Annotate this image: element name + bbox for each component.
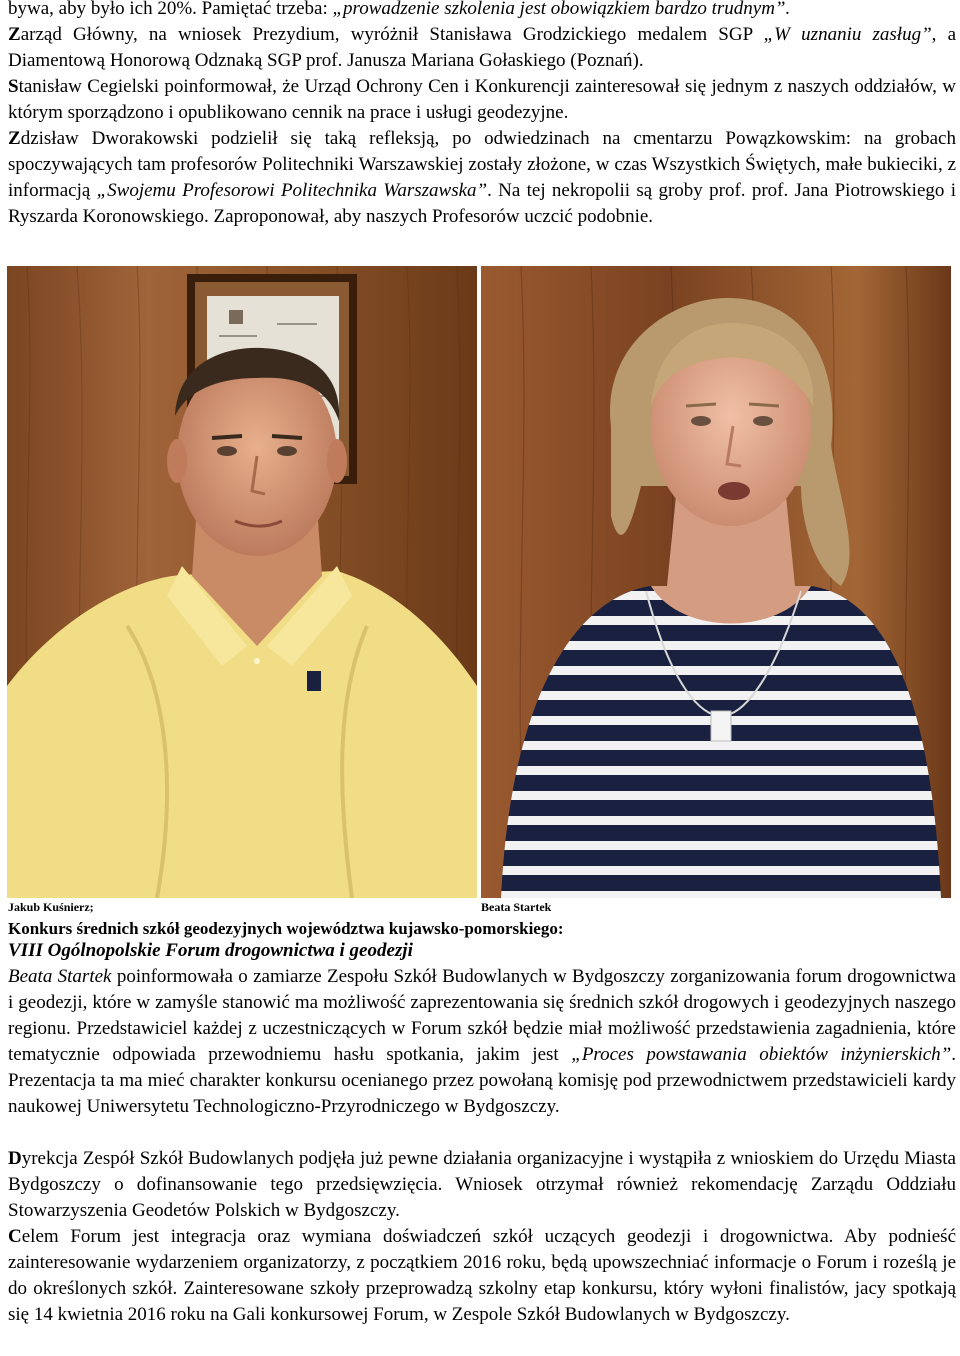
lead-letter: C [8, 1226, 22, 1247]
section-subheading: VIII Ogólnopolskie Forum drogownictwa i geodezji [8, 940, 413, 961]
lead-letter: S [8, 76, 19, 97]
award-quote: „W uznaniu zasług” [763, 24, 932, 45]
paragraph-award [8, 22, 956, 74]
photo-jakub-kusnierz [7, 266, 477, 898]
paragraph-dworakowski [8, 126, 956, 230]
paragraph-cegielski [8, 74, 956, 126]
paragraph-celem [8, 1224, 956, 1328]
portrait-man-illustration [7, 266, 477, 898]
intro-text: bywa, aby było ich 20%. Pamiętać trzeba: [8, 0, 333, 19]
award-text-2: , a Diamentową Honorową Odznaką SGP prof. Janusza Mariana Gołaskiego (Poznań). [8, 24, 957, 71]
lead-letter: Z [8, 128, 21, 149]
cegielski-text: tanisław Cegielski poinformował, że Urząd Ochrony Cen i Konkurencji zainteresował się jednym z naszych oddziałów, w którym sporządzono i opublikowano cennik na prace i usługi geodezyjne. [8, 76, 956, 123]
dworakowski-quote: „Swojemu Profesorowi Politechnika Warszawska” [96, 180, 488, 201]
portrait-woman-illustration [481, 266, 951, 898]
section-heading: Konkurs średnich szkół geodezyjnych województwa kujawsko-pomorskiego: [8, 919, 564, 938]
intro-quote: „prowadzenie szkolenia jest obowiązkiem bardzo trudnym”. [332, 0, 791, 19]
pendant [711, 711, 731, 741]
forum-text-2: . Prezentacja ta ma mieć charakter konkursu ocenianego przez powołaną komisję pod przewodnictwem przedstawicieli kardy naukowej Uniwersytetu Technologiczno-Przyrodniczego w Bydgoszczy. [8, 1044, 956, 1117]
caption-left: Jakub Kuśnierz; [8, 900, 94, 914]
photo-beata-startek [481, 266, 951, 898]
dworakowski-text-2: . Na tej nekropolii są groby prof. prof. Jana Piotrowskiego i Ryszarda Koronowskiego. Zaproponował, aby naszych Profesorów uczcić podobnie. [8, 180, 956, 227]
award-text: arząd Główny, na wniosek Prezydium, wyróżnił Stanisława Grodzickiego medalem SGP [20, 24, 764, 45]
dworakowski-text: dzisław Dworakowski podzielił się taką refleksją, po odwiedzinach na cmentarzu Powązkowskim: na grobach spoczywających tam profesorów Politechniki Warszawskiej zostały złożone, w czas Wszystkich Świętych, małe bukieciki, z informacją [8, 128, 956, 201]
forum-quote: „Proces powstawania obiektów inżynierskich” [571, 1044, 952, 1065]
forum-text: poinformowała o zamiarze Zespołu Szkół Budowlanych w Bydgoszczy zorganizowania forum drogownictwa i geodezji, które w zamyśle stanowić ma możliwość zaprezentowania się średnich szkół drogowych i geodezyjnych naszego regionu. Przedstawiciel każdej z uczestniczących w Forum szkół będzie miał możliwość przedstawienia zagadnienia, które tematycznie odpowiada przewodniemu hasłu spotkania, jakim jest [8, 966, 956, 1065]
paragraph-intro [8, 0, 956, 22]
person-name: Beata Startek [8, 966, 112, 987]
dyrekcja-text: yrekcja Zespół Szkół Budowlanych podjęła już pewne działania organizacyjne i wystąpiła z wnioskiem do Urzędu Miasta Bydgoszczy o dofinansowanie tego przedsięwzięcia. Wniosek otrzymał również rekomendację Zarządu Oddziału Stowarzyszenia Geodetów Polskich w Bydgoszczy. [8, 1148, 956, 1221]
celem-text: elem Forum jest integracja oraz wymiana doświadczeń szkół uczących geodezji i drogownictwa. Aby podnieść zainteresowanie wydarzeniem organizatorzy, z początkiem 2016 roku, będą upowszechniać informacje o Forum i roześlą je do określonych szkół. Zainteresowane szkoły przeprowadzą szkolny etap konkursu, który wyłoni finalistów, jacy spotkają się 14 kwietnia 2016 roku na Gali konkursowej Forum, w Zespole Szkół Budowlanych w Bydgoszczy. [8, 1226, 956, 1325]
polo-logo [307, 671, 321, 691]
lead-letter: Z [8, 24, 21, 45]
caption-right: Beata Startek [481, 900, 552, 914]
paragraph-forum-intro [8, 964, 956, 1120]
paragraph-dyrekcja [8, 1146, 956, 1224]
lead-letter: D [8, 1148, 22, 1169]
